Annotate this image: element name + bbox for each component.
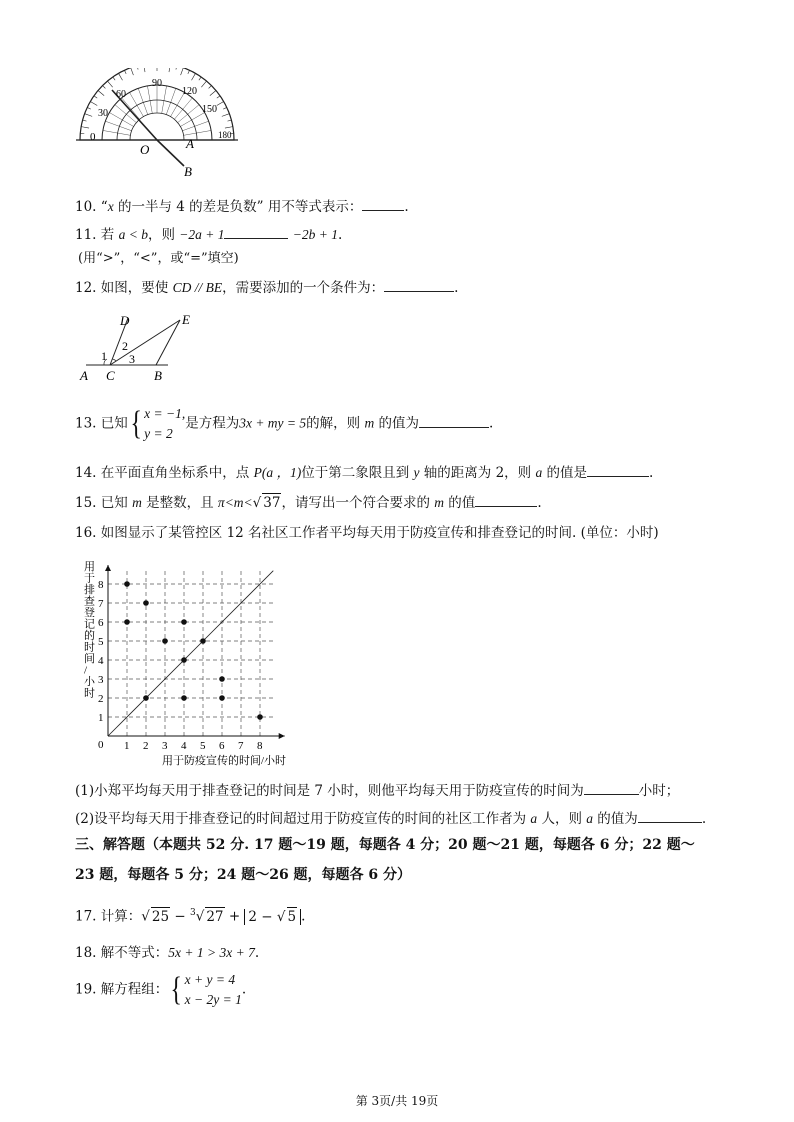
origin-label: 0 (98, 739, 104, 751)
question-13: 13. 已知{ x = −1, y = 2是方程为3x + my = 5的解，则 m 的值为 . (75, 405, 494, 442)
angle-1: 1 (101, 349, 107, 363)
question-15: 15. 已知 m 是整数，且 π<m<√ 37，请写出一个符合要求的 m 的值 . (75, 492, 542, 512)
reference-line (108, 571, 273, 736)
question-19: 19. 解方程组：{ x + y = 4 x − 2y = 1. (75, 971, 247, 1008)
answer-blank[interactable] (475, 492, 537, 507)
y-tick-label: 4 (98, 655, 104, 667)
question-12: 12. 如图，要使 CD // BE，需要添加的一个条件为： . (75, 277, 458, 297)
x-tick-label: 6 (219, 740, 225, 752)
answer-blank[interactable] (224, 224, 288, 239)
angle-3: 3 (129, 352, 135, 366)
data-point (162, 638, 168, 644)
point-O: O (140, 142, 150, 157)
section-3-heading-cont: 23 题，每题各 5 分；24 题～26 题，每题各 6 分） (75, 867, 412, 883)
question-16: 16. 如图显示了某管控区 12 名社区工作者平均每天用于防疫宣传和排查登记的时间. (单位：小时) (75, 525, 659, 541)
data-point (200, 638, 206, 644)
y-tick-label: 8 (98, 579, 104, 591)
data-point (143, 600, 149, 606)
x-tick-label: 7 (238, 740, 244, 752)
y-tick-label: 6 (98, 617, 104, 629)
point-D: D (120, 313, 130, 328)
scatter-chart (76, 560, 306, 770)
data-point (124, 619, 130, 625)
protractor-figure (72, 68, 242, 180)
answer-blank[interactable] (362, 196, 404, 211)
answer-blank[interactable] (584, 780, 639, 795)
section-3-heading: 三、解答题（本题共 52 分. 17 题～19 题，每题各 4 分；20 题～21 题，每题各 6 分；22 题～ (75, 837, 695, 853)
x-tick-label: 4 (181, 740, 187, 752)
question-14: 14. 在平面直角坐标系中，点 P(a ，1)位于第二象限且到 y 轴的距离为 2，则 a 的值是 . (75, 462, 653, 482)
y-tick-label: 1 (98, 712, 104, 724)
question-11-hint: (用“>”，“<”，或“=”填空) (78, 251, 239, 266)
x-axis-label: 用于防疫宣传的时间/小时 (162, 755, 287, 767)
x-axis-arrow (279, 733, 285, 739)
point-B: B (184, 164, 192, 179)
answer-blank[interactable] (638, 808, 702, 823)
data-point (257, 714, 263, 720)
scale-label: 120 (182, 86, 197, 97)
data-point (219, 676, 225, 682)
y-axis-arrow (105, 565, 111, 571)
answer-blank[interactable] (587, 462, 649, 477)
data-point (124, 581, 130, 587)
scale-label: 90 (152, 78, 162, 89)
scale-label: 150 (202, 104, 217, 115)
angle-2: 2 (122, 339, 128, 353)
data-point (219, 695, 225, 701)
point-E: E (182, 312, 190, 327)
question-16-part-1: (1)小郑平均每天用于排查登记的时间是 7 小时，则他平均每天用于防疫宣传的时间为 小时； (75, 780, 679, 800)
data-point (181, 695, 187, 701)
data-point (181, 657, 187, 663)
point-A: A (186, 136, 194, 151)
x-tick-label: 1 (124, 740, 130, 752)
parallel-lines-figure (76, 308, 206, 386)
answer-blank[interactable] (384, 277, 454, 292)
data-point (143, 695, 149, 701)
question-18: 18. 解不等式：5x + 1 > 3x + 7. (75, 945, 260, 961)
data-point (181, 619, 187, 625)
y-tick-label: 2 (98, 693, 104, 705)
scale-label: 0 (90, 131, 96, 143)
x-tick-label: 8 (257, 740, 263, 752)
y-tick-label: 3 (98, 674, 104, 686)
question-11: 11. 若 a < b，则 −2a + 1 −2b + 1. (75, 224, 342, 244)
y-tick-label: 7 (98, 598, 104, 610)
y-tick-label: 5 (98, 636, 104, 648)
page-footer: 第 3页/共 19页 (355, 1094, 439, 1108)
question-10: 10. “x 的一半与 4 的差是负数” 用不等式表示： . (75, 196, 409, 216)
point-A: A (80, 368, 88, 383)
x-tick-label: 5 (200, 740, 206, 752)
x-tick-label: 2 (143, 740, 149, 752)
point-B: B (154, 368, 162, 383)
answer-blank[interactable] (419, 413, 489, 428)
scale-label: 30 (98, 108, 108, 119)
question-16-part-2: (2)设平均每天用于排查登记的时间超过用于防疫宣传的时间的社区工作者为 a 人，则 a 的值为 . (75, 808, 706, 828)
y-axis-label: 用于排查登记的时间/小时 (84, 561, 95, 700)
scale-label: 60 (116, 89, 126, 100)
point-C: C (106, 368, 115, 383)
scale-label: 180 (218, 130, 232, 140)
x-tick-label: 3 (162, 740, 168, 752)
question-17: 17. 计算：√ 25 − $^3$√ 27 + 2 − √ 5 . (75, 908, 306, 925)
